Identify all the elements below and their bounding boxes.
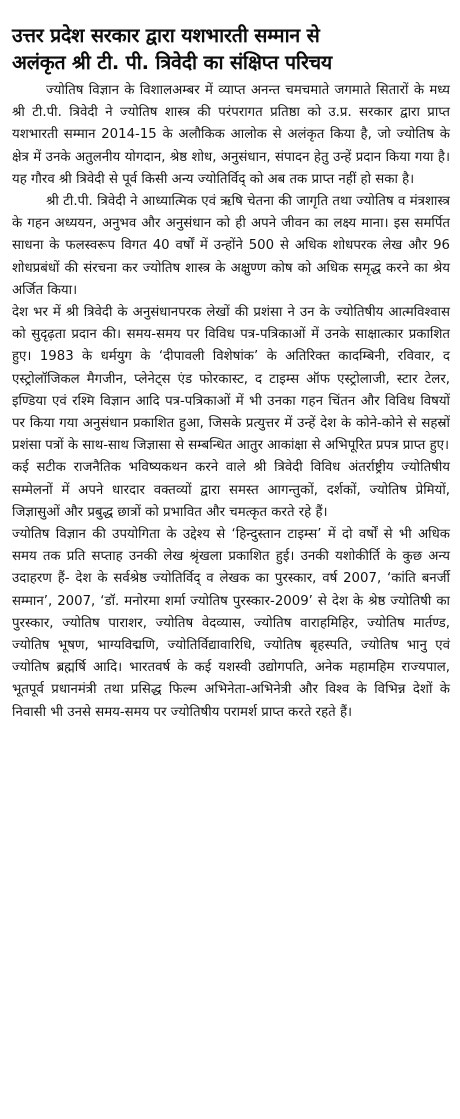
article-title [12,22,450,76]
article-body [12,80,450,724]
paragraph-conferences: कई सटीक राजनैतिक भविष्यकथन करने वाले श्री त्रिवेदी विविध अंतर्राष्ट्रीय ज्योतिषीय सम्मेलनों में अपने धारदार वक्तव्यों द्वारा समस्त आगन्तुकों, दर्शकों, ज्योतिष प्रेमियों, जिज्ञासुओं और प्रबुद्ध छात्रों को प्रभावित और चमत्कृत करते रहे हैं। [12,460,450,520]
paragraph-research: श्री टी.पी. त्रिवेदी ने आध्यात्मिक एवं ऋषि चेतना की जागृति तथा ज्योतिष व मंत्रशास्त्र के गहन अध्ययन, अनुभव और अनुसंधान को ही अपने जीवन का लक्ष्य माना। इस समर्पित साधना के फलस्वरूप विगत 40 वर्षों में उन्होंने 500 से अधिक शोधपरक लेख और 96 शोधप्रबंधों की संरचना कर ज्योतिष शास्त्र के अक्षुण्ण कोष को अधिक समृद्ध करने का श्रेय अर्जित किया। [12,194,450,298]
article-title-line-2: अलंकृत श्री टी. पी. त्रिवेदी का संक्षिप्त परिचय [12,51,333,74]
paragraph-publications: देश भर में श्री त्रिवेदी के अनुसंधानपरक लेखों की प्रशंसा ने उन के ज्योतिषीय आत्मविश्वास को सुदृढ़ता प्रदान की। समय-समय पर विविध पत्र-पत्रिकाओं में उनके साक्षात्कार प्रकाशित हुए। 1983 के धर्मयुग के ‘दीपावली विशेषांक’ के अतिरिक्त कादम्बिनी, रविवार, द एस्ट्रोलॉजिकल मैगजीन, प्लेनेट्स एंड फोरकास्ट, द टाइम्स ऑफ एस्ट्रोलाजी, स्टार टेलर, इण्डिया एवं रश्मि विज्ञान आदि पत्र-पत्रिकाओं में भी उनका गहन चिंतन और विविध विषयों पर किया गया अनुसंधान प्रकाशित हुआ, जिसके प्रत्युत्तर में उन्हें देश के कोने-कोने से सहस्रों प्रशंसा पत्रों के साथ-साथ जिज्ञासा से सम्बन्धित आतुर आकांक्षा से अभिपूरित प्रपत्र प्राप्त हुए। [12,305,450,454]
paragraph-intro-award: ज्योतिष विज्ञान के विशालअम्बर में व्याप्त अनन्त चमचमाते जगमाते सितारों के मध्य श्री टी.पी. त्रिवेदी ने ज्योतिष शास्त्र की परंपरागत प्रतिष्ठा को उ.प्र. सरकार द्वारा प्राप्त यशभारती सम्मान 2014-15 के अलौकिक आलोक से अलंकृत किया है, जो ज्योतिष के क्षेत्र में उनके अतुलनीय योगदान, श्रेष्ठ शोध, अनुसंधान, संपादन हेतु उन्हें प्रदान किया गया है। यह गौरव श्री त्रिवेदी से पूर्व किसी अन्य ज्योतिर्विद् को अब तक प्राप्त नहीं हो सका है। [12,83,450,187]
paragraph-honours: ज्योतिष विज्ञान की उपयोगिता के उद्देश्य से ‘हिन्दुस्तान टाइम्स’ में दो वर्षों से भी अधिक समय तक प्रति सप्ताह उनकी लेख श्रृंखला प्रकाशित हुई। उनकी यशोकीर्ति के कुछ अन्य उदाहरण हैं- देश के सर्वश्रेष्ठ ज्योतिर्विद् व लेखक का पुरस्कार, वर्ष 2007, ‘कांति बनर्जी सम्मान’, 2007, ‘डॉ. मनोरमा शर्मा ज्योतिष पुरस्कार-2009’ से देश के श्रेष्ठ ज्योतिषी का पुरस्कार, ज्योतिष पाराशर, ज्योतिष वेदव्यास, ज्योतिष वाराहमिहिर, ज्योतिष मार्तण्ड, ज्योतिष भूषण, भाग्यविद्मणि, ज्योतिर्विद्यावारिधि, ज्योतिष बृहस्पति, ज्योतिष भानु एवं ज्योतिष ब्रह्मर्षि आदि। भारतवर्ष के कई यशस्वी उद्योगपति, अनेक महामहिम राज्यपाल, भूतपूर्व प्रधानमंत्री तथा प्रसिद्ध फिल्म अभिनेता-अभिनेत्री और विश्व के विभिन्न देशों के निवासी भी उनसे समय-समय पर ज्योतिषीय परामर्श प्राप्त करते रहते हैं। [12,527,451,720]
article-title-line-1: उत्तर प्रदेश सरकार द्वारा यशभारती सम्मान से [12,24,320,47]
